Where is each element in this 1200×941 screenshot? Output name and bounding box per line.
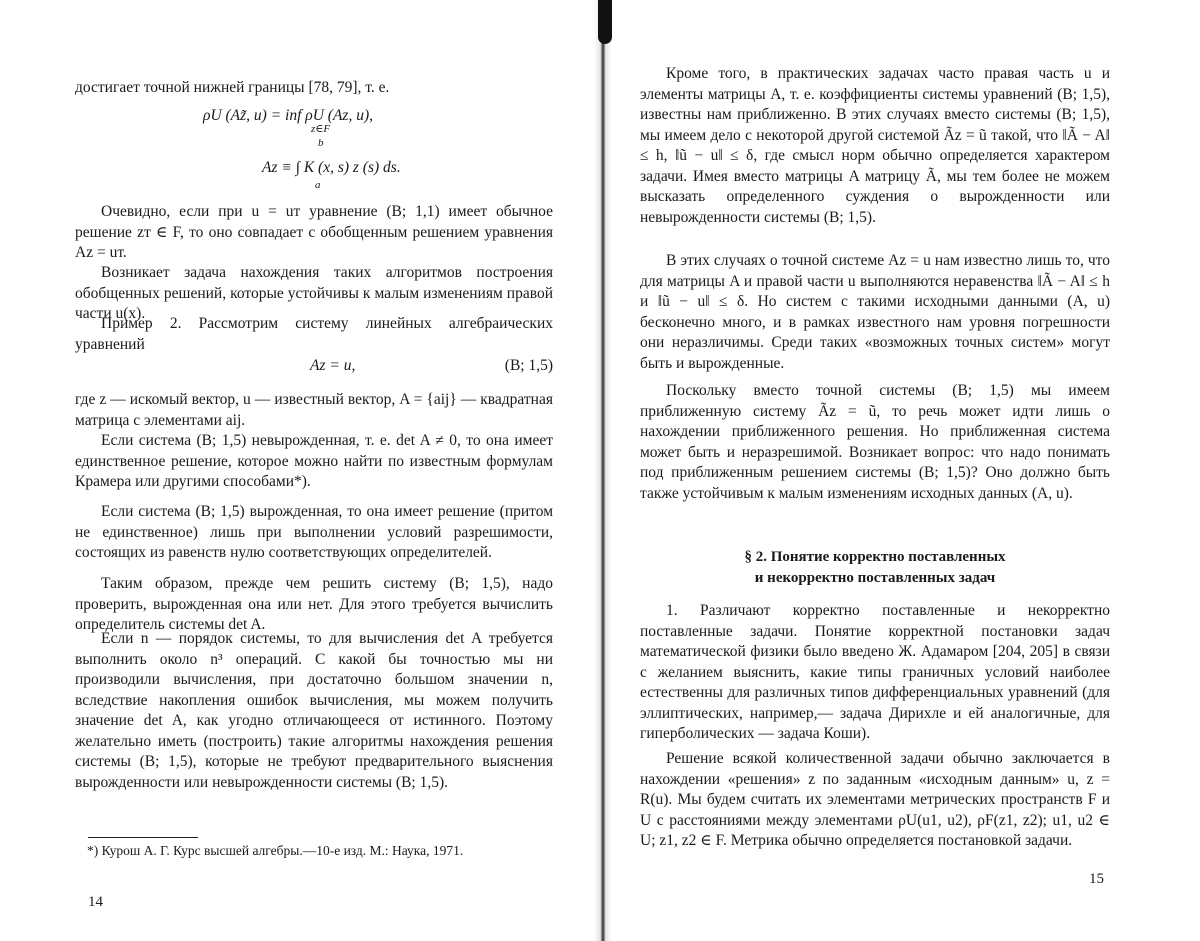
- paragraph-degenerate: Если система (В; 1,5) вырожденная, то она имеет решение (притом не единственное) лишь при выполнении условий разрешимости, состоящих из равенств нулю соответствующих определителей.: [75, 503, 553, 561]
- right-page: [600, 0, 1200, 941]
- equation-system-tag: (В; 1,5): [504, 357, 553, 374]
- paragraph-thus: Таким образом, прежде чем решить систему (В; 1,5), надо проверить, вырожденная она или нет. Для этого требуется вычислить определитель системы det A.: [75, 575, 553, 633]
- paragraph-moreover: Кроме того, в практических задачах часто правая часть u и элементы матрицы A, т. е. коэффициенты системы уравнений (В; 1,5), известны нам приближенно. В этих случаях вместо системы (В; 1,5), мы имеем дело с некоторой другой системой Ãz = ũ такой, что ‖Ã − A‖ ≤ h, ‖ũ − u‖ ≤ δ, где смысл норм обычно определяется характером задачи. Имея вместо матрицы A матрицу Ã, мы тем более не можем высказать определенного суждения о вырожденности или невырожденности системы (В; 1,5).: [640, 65, 1110, 226]
- page-number-right: 15: [1089, 871, 1104, 887]
- paragraph-solution: Решение всякой количественной задачи обычно заключается в нахождении «решения» z по заданным «исходным данным» u, z = R(u). Мы будем считать их элементами метрических пространств F и U с расстояниями между элементами ρU(u1, u2), ρF(z1, z2); u1, u2 ∈ U; z1, z2 ∈ F. Метрика обычно определяется постановкой задачи.: [640, 750, 1110, 849]
- section-heading-line2: и некорректно поставленных задач: [754, 570, 996, 586]
- footnote: *) Курош А. Г. Курс высшей алгебры.—10-е изд. М.: Наука, 1971.: [87, 843, 464, 858]
- equation-system-text: Az = u,: [310, 357, 356, 374]
- integral-upper-limit: b: [318, 137, 324, 149]
- equation-inf: [203, 106, 373, 135]
- paragraph-intro: достигает точной нижней границы [78, 79], т. е.: [75, 79, 390, 96]
- paragraph-order: Если n — порядок системы, то для вычисления det A требуется выполнить около n³ операций. С какой бы точностью мы ни производили вычисления, при достаточно большом значении n, вследствие накопления ошибок вычисления, мы можем получить значение det A, как угодно отличающееся от истинного. Поэтому желательно иметь (построить) такие алгоритмы нахождения решения системы (В; 1,5), которые не требуют предварительного выяснения вырожденности или невырожденности системы (В; 1,5).: [75, 630, 553, 791]
- equation-system: [310, 356, 553, 376]
- page-number-left: 14: [88, 894, 103, 910]
- equation-integral-text: Az ≡ ∫ K (x, s) z (s) ds.: [262, 159, 401, 176]
- section-heading: [600, 547, 1150, 589]
- equation-inf-text: ρU (Az̃, u) = inf ρU (Az, u),: [203, 107, 373, 124]
- equation-integral: [262, 137, 401, 191]
- paragraph-exact-system: В этих случаях о точной системе Az = u нам известно лишь то, что для матрицы A и правой части u выполняются неравенства ‖Ã − A‖ ≤ h и ‖ũ − u‖ ≤ δ. Но систем с такими исходными данными (A, u) бесконечно много, и в рамках известного нам уровня погрешности они неразличимы. Среди таких «возможных точных систем» могут быть и вырожденные.: [640, 252, 1110, 372]
- paragraph-example: Пример 2. Рассмотрим систему линейных алгебраических уравнений: [75, 315, 553, 353]
- paragraph-distinguish: 1. Различают корректно поставленные и некорректно поставленные задачи. Понятие корректной постановки задач математической физики было введено Ж. Адамаром [204, 205] в связи с желанием выяснить, какие типы граничных условий наиболее естественны для различных типов дифференциальных уравнений (для эллиптических, например,— задача Дирихле и ей аналогичные, для гиперболических — задача Коши).: [640, 602, 1110, 742]
- paragraph-approximate: Поскольку вместо точной системы (В; 1,5) мы имеем приближенную систему Ãz = ũ, то речь может идти лишь о нахождении приближенного решения. Но приближенная система может быть и неразрешимой. Возникает вопрос: что надо понимать под приближенным решением системы (В; 1,5)? Оно должно быть также устойчивым к малым изменениям исходных данных (A, u).: [640, 382, 1110, 502]
- paragraph-task: Возникает задача нахождения таких алгоритмов построения обобщенных решений, которые устойчивы к малым изменениям правой части u(x).: [75, 264, 553, 322]
- footnote-rule: [88, 837, 198, 838]
- paragraph-obvious: Очевидно, если при u = uт уравнение (В; 1,1) имеет обычное решение zт ∈ F, то оно совпадает с обобщенным решением уравнения Az = uт.: [75, 203, 553, 261]
- integral-lower-limit: a: [315, 179, 321, 191]
- paragraph-where: где z — искомый вектор, u — известный вектор, A = {aij} — квадратная матрица с элементами aij.: [75, 391, 553, 429]
- section-heading-line1: § 2. Понятие корректно поставленных: [744, 549, 1006, 565]
- paragraph-nondegenerate: Если система (В; 1,5) невырожденная, т. е. det A ≠ 0, то она имеет единственное решение, которое можно найти по известным формулам Крамера или другими способами*).: [75, 432, 553, 490]
- equation-inf-subscript: z∈F: [311, 123, 331, 135]
